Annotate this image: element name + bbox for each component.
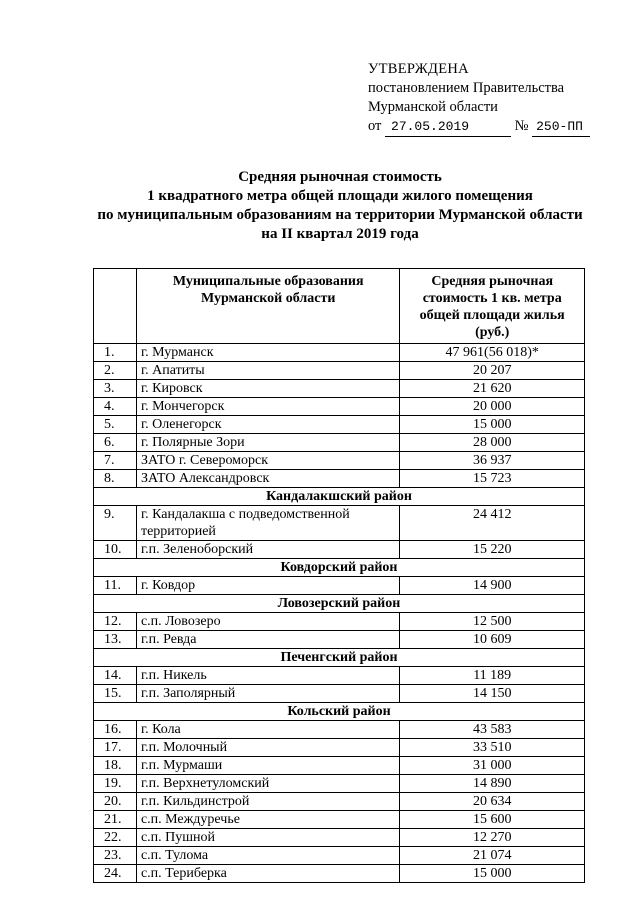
approval-line-2: постановлением Правительства <box>368 80 565 96</box>
header-municipality: Муниципальные образования Мурманской области <box>136 269 399 344</box>
row-price: 20 207 <box>400 362 585 380</box>
row-municipality: г.п. Ревда <box>136 631 399 649</box>
table-row <box>94 829 585 847</box>
row-number: 1. <box>94 344 137 362</box>
row-price: 33 510 <box>400 739 585 757</box>
table-row <box>94 613 585 631</box>
title-line-1: Средняя рыночная стоимость <box>238 169 442 185</box>
row-price: 47 961(56 018)* <box>400 344 585 362</box>
row-municipality: с.п. Пушной <box>136 829 399 847</box>
row-number: 18. <box>94 757 137 775</box>
row-price: 21 074 <box>400 847 585 865</box>
row-number: 20. <box>94 793 137 811</box>
table-row <box>94 865 585 883</box>
section-title: Ковдорский район <box>94 559 585 577</box>
row-municipality: г. Кировск <box>136 380 399 398</box>
table-row <box>94 362 585 380</box>
row-municipality: г. Ковдор <box>136 577 399 595</box>
row-number: 24. <box>94 865 137 883</box>
row-municipality: с.п. Териберка <box>136 865 399 883</box>
row-municipality: г. Мончегорск <box>136 398 399 416</box>
row-number: 12. <box>94 613 137 631</box>
table-row <box>94 811 585 829</box>
row-price: 12 500 <box>400 613 585 631</box>
table-row <box>94 344 585 362</box>
row-number: 11. <box>94 577 137 595</box>
approval-line-3: Мурманской области <box>368 99 498 115</box>
table-row <box>94 398 585 416</box>
row-number: 3. <box>94 380 137 398</box>
row-number: 4. <box>94 398 137 416</box>
row-municipality: г.п. Верхнетуломский <box>136 775 399 793</box>
row-number: 16. <box>94 721 137 739</box>
row-price: 14 900 <box>400 577 585 595</box>
row-number: 17. <box>94 739 137 757</box>
row-municipality: ЗАТО г. Североморск <box>136 452 399 470</box>
row-number: 2. <box>94 362 137 380</box>
row-number: 7. <box>94 452 137 470</box>
approval-date: 27.05.2019 <box>391 119 470 134</box>
row-municipality: г.п. Мурмаши <box>136 757 399 775</box>
section-title: Кольский район <box>94 703 585 721</box>
row-municipality: г. Кола <box>136 721 399 739</box>
table-row <box>94 577 585 595</box>
table-row <box>94 721 585 739</box>
table-row <box>94 685 585 703</box>
table-row <box>94 667 585 685</box>
row-price: 31 000 <box>400 757 585 775</box>
row-price: 20 000 <box>400 398 585 416</box>
row-price: 36 937 <box>400 452 585 470</box>
table-row <box>94 470 585 488</box>
row-number: 21. <box>94 811 137 829</box>
row-price: 15 220 <box>400 541 585 559</box>
row-municipality: г.п. Кильдинстрой <box>136 793 399 811</box>
row-price: 21 620 <box>400 380 585 398</box>
row-number: 9. <box>94 506 137 541</box>
row-municipality: г. Кандалакша с подведомственной территорией <box>136 506 399 541</box>
row-price: 24 412 <box>400 506 585 541</box>
row-municipality: г. Оленегорск <box>136 416 399 434</box>
table-row <box>94 757 585 775</box>
number-field-underline <box>532 117 590 137</box>
row-municipality: г. Мурманск <box>136 344 399 362</box>
row-price: 15 000 <box>400 865 585 883</box>
section-title: Ловозерский район <box>94 595 585 613</box>
row-number: 8. <box>94 470 137 488</box>
row-municipality: г. Апатиты <box>136 362 399 380</box>
row-number: 5. <box>94 416 137 434</box>
header-number-cell <box>94 269 137 344</box>
table-section-row <box>94 488 585 506</box>
number-prefix: № <box>514 118 529 134</box>
row-price: 15 600 <box>400 811 585 829</box>
table-section-row <box>94 649 585 667</box>
row-number: 10. <box>94 541 137 559</box>
row-price: 20 634 <box>400 793 585 811</box>
row-number: 23. <box>94 847 137 865</box>
document-title <box>60 168 620 244</box>
table-section-row <box>94 559 585 577</box>
row-municipality: г. Полярные Зори <box>136 434 399 452</box>
table-row <box>94 380 585 398</box>
table-row <box>94 775 585 793</box>
approval-number: 250-ПП <box>536 119 583 134</box>
table-header-row <box>94 269 585 344</box>
table-row <box>94 434 585 452</box>
title-line-3: по муниципальным образованиям на территории Мурманской области <box>97 207 583 223</box>
row-municipality: г.п. Зеленоборский <box>136 541 399 559</box>
row-municipality: с.п. Тулома <box>136 847 399 865</box>
price-table <box>93 268 585 883</box>
section-title: Печенгский район <box>94 649 585 667</box>
table-row <box>94 631 585 649</box>
row-price: 14 890 <box>400 775 585 793</box>
title-line-2: 1 квадратного метра общей площади жилого помещения <box>147 188 533 204</box>
row-price: 28 000 <box>400 434 585 452</box>
row-municipality: г.п. Молочный <box>136 739 399 757</box>
table-row <box>94 541 585 559</box>
row-number: 19. <box>94 775 137 793</box>
row-municipality: с.п. Ловозеро <box>136 613 399 631</box>
row-number: 6. <box>94 434 137 452</box>
row-price: 11 189 <box>400 667 585 685</box>
row-number: 15. <box>94 685 137 703</box>
row-number: 14. <box>94 667 137 685</box>
row-municipality: г.п. Заполярный <box>136 685 399 703</box>
table-section-row <box>94 595 585 613</box>
row-municipality: с.п. Междуречье <box>136 811 399 829</box>
table-row <box>94 506 585 541</box>
table-row <box>94 739 585 757</box>
row-municipality: ЗАТО Александровск <box>136 470 399 488</box>
table-row <box>94 416 585 434</box>
approval-date-line <box>368 117 590 137</box>
table-body <box>94 344 585 883</box>
table-section-row <box>94 703 585 721</box>
row-price: 12 270 <box>400 829 585 847</box>
table-row <box>94 847 585 865</box>
approval-heading: УТВЕРЖДЕНА <box>368 61 469 77</box>
section-title: Кандалакшский район <box>94 488 585 506</box>
row-price: 43 583 <box>400 721 585 739</box>
row-price: 10 609 <box>400 631 585 649</box>
row-number: 22. <box>94 829 137 847</box>
date-field-underline <box>385 117 511 137</box>
row-price: 15 723 <box>400 470 585 488</box>
title-line-4: на II квартал 2019 года <box>261 226 419 242</box>
row-price: 15 000 <box>400 416 585 434</box>
table-row <box>94 452 585 470</box>
date-prefix: от <box>368 118 382 134</box>
approval-block <box>368 60 590 137</box>
row-municipality: г.п. Никель <box>136 667 399 685</box>
row-price: 14 150 <box>400 685 585 703</box>
table-row <box>94 793 585 811</box>
row-number: 13. <box>94 631 137 649</box>
header-price: Средняя рыночная стоимость 1 кв. метра общей площади жилья (руб.) <box>400 269 585 344</box>
